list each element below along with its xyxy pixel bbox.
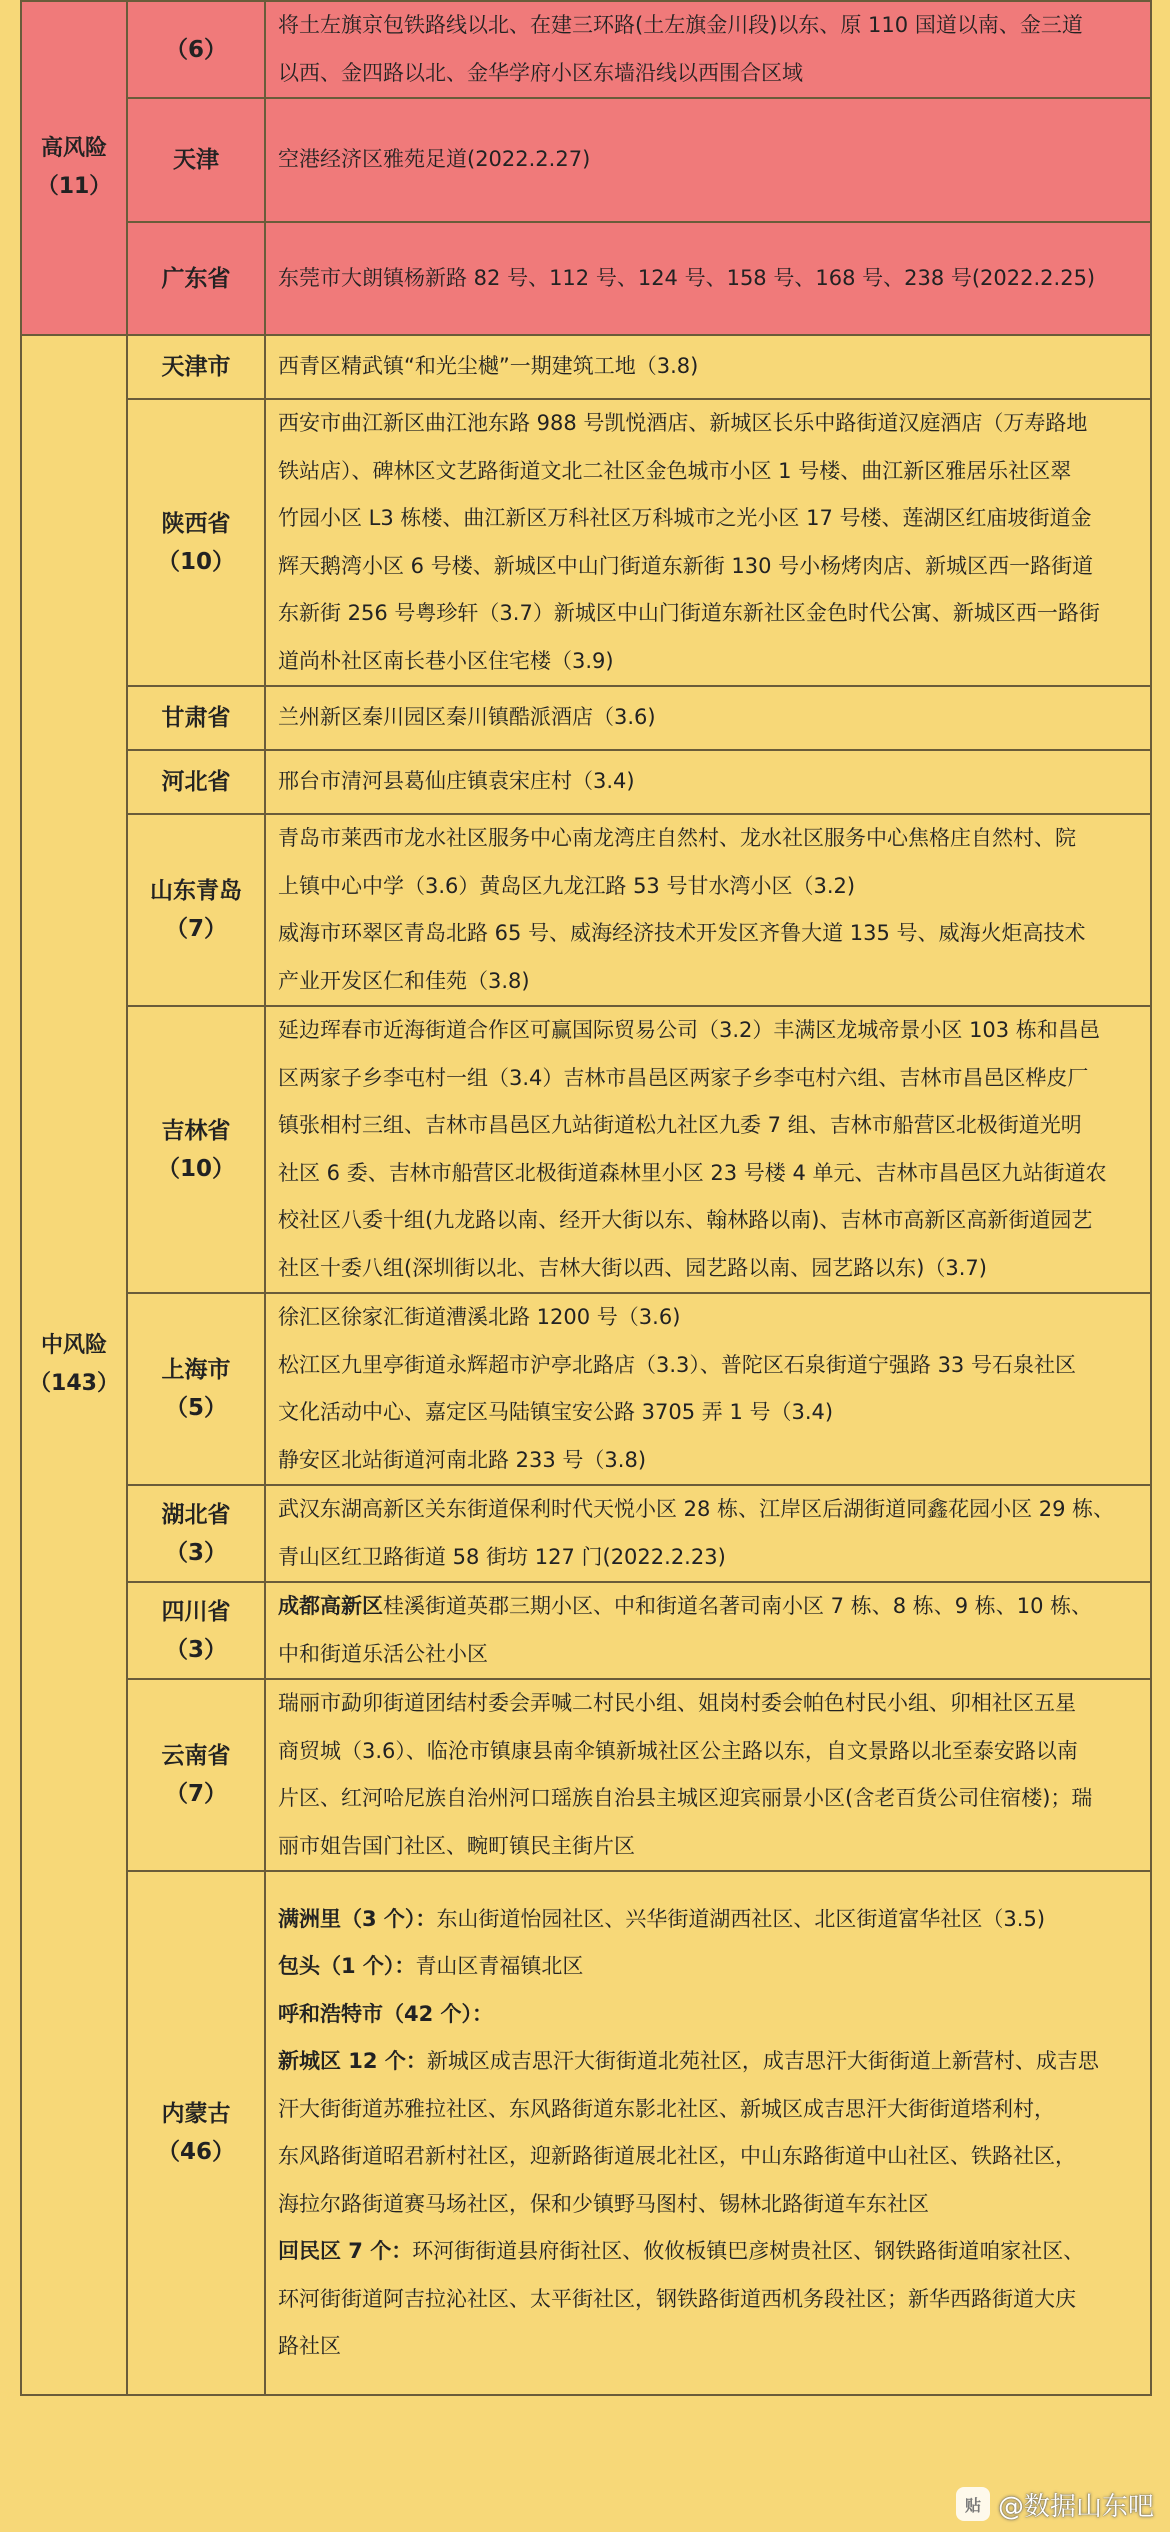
area-text: 松江区九里亭街道永辉超市沪亭北路店（3.3）、普陀区石泉街道宁强路 33 号石泉社区 — [278, 1352, 1076, 1377]
province-cell — [127, 1582, 265, 1679]
area-list-cell — [265, 335, 1151, 399]
area-line — [278, 694, 1138, 742]
area-text: 路社区 — [278, 2334, 341, 2358]
area-line — [278, 2228, 1138, 2276]
province-count: （5） — [164, 1395, 227, 1421]
area-line — [278, 910, 1138, 958]
province-name: 陕西省 — [161, 510, 231, 537]
province-cell — [127, 399, 265, 686]
area-heading: 新城区 12 个： — [278, 2049, 427, 2073]
province-cell — [127, 335, 265, 399]
area-line — [278, 1102, 1138, 1150]
table-row — [21, 399, 1151, 686]
area-line — [278, 1680, 1138, 1728]
table-row — [21, 1485, 1151, 1582]
province-name: （6） — [164, 36, 227, 63]
area-text: 武汉东湖高新区关东街道保利时代天悦小区 28 栋、江岸区后湖街道同鑫花园小区 29 栋、 — [278, 1497, 1115, 1521]
area-text: 空港经济区雅苑足道(2022.2.27) — [278, 147, 591, 172]
area-text: 海拉尔路街道赛马场社区，保和少镇野马图村、锡林北路街道车东社区 — [278, 2191, 929, 2216]
area-text: 商贸城（3.6）、临沧市镇康县南伞镇新城社区公主路以东，自文景路以北至泰安路以南 — [278, 1738, 1078, 1763]
watermark-text: @数据山东吧 — [997, 2491, 1154, 2522]
area-line — [278, 1055, 1138, 1103]
area-line — [278, 958, 1138, 1006]
area-list-cell — [265, 1679, 1151, 1871]
area-text: 桂溪街道英郡三期小区、中和街道名著司南小区 7 栋、8 栋、9 栋、10 栋、 — [383, 1594, 1093, 1618]
area-text: 上镇中心中学（3.6）黄岛区九龙江路 53 号甘水湾小区（3.2) — [278, 873, 856, 898]
area-list-cell — [265, 98, 1151, 222]
province-cell — [127, 1, 265, 98]
area-text: 西安市曲江新区曲江池东路 988 号凯悦酒店、新城区长乐中路街道汉庭酒店（万寿路地 — [278, 411, 1088, 435]
area-text: 东新街 256 号粤珍轩（3.7）新城区中山门街道东新社区金色时代公寓、新城区西一路街 — [278, 601, 1100, 625]
area-text: 西青区精武镇“和光尘樾”一期建筑工地（3.8) — [278, 354, 699, 379]
province-name: 甘肃省 — [161, 705, 231, 731]
area-list-cell — [265, 1006, 1151, 1293]
area-line — [278, 1245, 1138, 1293]
table-row — [21, 1679, 1151, 1871]
province-name: 天津 — [173, 147, 219, 173]
area-heading: 呼和浩特市（42 个）： — [278, 2001, 494, 2026]
province-count: （7） — [164, 1781, 227, 1807]
area-line — [278, 1775, 1138, 1823]
area-line — [278, 1342, 1138, 1390]
area-text: 环河街街道县府街社区、攸攸板镇巴彦树贵社区、钢铁路街道咱家社区、 — [412, 2239, 1085, 2263]
area-list-cell — [265, 1, 1151, 98]
area-text: 延边珲春市近海街道合作区可赢国际贸易公司（3.2）丰满区龙城帝景小区 103 栋和昌邑 — [278, 1018, 1100, 1042]
table-row — [21, 1871, 1151, 2395]
area-text: 东风路街道昭君新村社区，迎新路街道展北社区，中山东路街道中山社区、铁路社区， — [278, 2144, 1076, 2168]
province-name: 上海市 — [161, 1357, 231, 1383]
area-text: 以西、金四路以北、金华学府小区东墙沿线以西围合区域 — [278, 60, 803, 85]
province-count: （10） — [156, 548, 235, 575]
table-row — [21, 814, 1151, 1006]
area-line — [278, 543, 1138, 591]
province-cell — [127, 1679, 265, 1871]
area-text: 邢台市清河县葛仙庄镇袁宋庄村（3.4) — [278, 769, 635, 794]
province-name: 内蒙古 — [161, 2101, 231, 2127]
area-line — [278, 2133, 1138, 2181]
risk-level-label: 高风险 — [40, 136, 107, 161]
province-cell — [127, 222, 265, 335]
area-line — [278, 2, 1138, 50]
area-line — [278, 1991, 1138, 2039]
area-list-cell — [265, 1485, 1151, 1582]
province-count: （7） — [164, 916, 227, 942]
area-heading: 成都高新区 — [278, 1594, 383, 1618]
area-text: 道尚朴社区南长巷小区住宅楼（3.9) — [278, 648, 614, 673]
table-row — [21, 750, 1151, 814]
area-list-cell — [265, 1871, 1151, 2395]
area-line — [278, 136, 1138, 184]
province-count: （10） — [156, 1155, 235, 1182]
province-name: 广东省 — [161, 265, 231, 292]
area-text: 东山街道怡园社区、兴华街道湖西社区、北区街道富华社区（3.5) — [436, 1906, 1046, 1931]
province-name: 四川省 — [161, 1598, 231, 1625]
area-text: 静安区北站街道河南北路 233 号（3.8) — [278, 1447, 647, 1472]
province-count: （46） — [156, 2139, 235, 2165]
area-line — [278, 448, 1138, 496]
area-list-cell — [265, 1582, 1151, 1679]
area-text: 区两家子乡李屯村一组（3.4）吉林市昌邑区两家子乡李屯村六组、吉林市昌邑区桦皮厂 — [278, 1065, 1089, 1090]
area-list-cell — [265, 1293, 1151, 1485]
area-text: 产业开发区仁和佳苑（3.8) — [278, 968, 530, 993]
area-line — [278, 1437, 1138, 1485]
area-line — [278, 2038, 1138, 2086]
table-row — [21, 335, 1151, 399]
province-cell — [127, 686, 265, 750]
area-line — [278, 638, 1138, 686]
tieba-logo-icon: 贴 — [956, 2487, 990, 2521]
area-line — [278, 1150, 1138, 1198]
area-line — [278, 758, 1138, 806]
area-line — [278, 255, 1138, 303]
area-line — [278, 590, 1138, 638]
area-text: 将土左旗京包铁路线以北、在建三环路(土左旗金川段)以东、原 110 国道以南、金三道 — [278, 13, 1083, 37]
province-count: （3） — [164, 1539, 227, 1566]
table-row — [21, 1006, 1151, 1293]
area-line — [278, 1823, 1138, 1871]
area-text: 东莞市大朗镇杨新路 82 号、112 号、124 号、158 号、168 号、238 号(2022.2.25) — [278, 265, 1096, 290]
area-line — [278, 1631, 1138, 1679]
risk-level-count: （11） — [36, 174, 112, 199]
area-list-cell — [265, 750, 1151, 814]
area-text: 丽市姐告国门社区、畹町镇民主街片区 — [278, 1833, 635, 1858]
area-list-cell — [265, 222, 1151, 335]
area-list-cell — [265, 814, 1151, 1006]
province-name: 湖北省 — [161, 1501, 231, 1528]
area-text: 社区 6 委、吉林市船营区北极街道森林里小区 23 号楼 4 单元、吉林市昌邑区九站街道农 — [278, 1160, 1107, 1185]
province-cell — [127, 1485, 265, 1582]
area-text: 青山区红卫路街道 58 街坊 127 门(2022.2.23) — [278, 1544, 726, 1569]
area-line — [278, 1534, 1138, 1582]
area-text: 铁站店）、碑林区文艺路街道文北二社区金色城市小区 1 号楼、曲江新区雅居乐社区翠 — [278, 458, 1072, 483]
province-cell — [127, 1293, 265, 1485]
area-text: 新城区成吉思汗大街街道北苑社区，成吉思汗大街街道上新营村、成吉思 — [426, 2049, 1099, 2073]
area-text: 徐汇区徐家汇街道漕溪北路 1200 号（3.6) — [278, 1305, 681, 1329]
province-count: （3） — [164, 1636, 227, 1663]
high-risk-level-cell — [21, 1, 127, 335]
area-heading: 回民区 7 个： — [278, 2239, 413, 2263]
area-text: 瑞丽市勐卯街道团结村委会弄喊二村民小组、姐岗村委会帕色村民小组、卯相社区五星 — [278, 1691, 1076, 1715]
table-row — [21, 98, 1151, 222]
province-name: 河北省 — [161, 769, 231, 795]
area-text: 镇张相村三组、吉林市昌邑区九站街道松九社区九委 7 组、吉林市船营区北极街道光明 — [278, 1113, 1082, 1137]
table-row — [21, 222, 1151, 335]
risk-area-table — [20, 0, 1152, 2396]
province-cell — [127, 750, 265, 814]
area-line — [278, 1007, 1138, 1055]
watermark — [956, 2484, 1154, 2524]
mid-risk-level-cell — [21, 335, 127, 2395]
area-text: 片区、红河哈尼族自治州河口瑶族自治县主城区迎宾丽景小区(含老百货公司住宿楼)；瑞 — [278, 1786, 1093, 1810]
province-name: 云南省 — [161, 1743, 231, 1769]
area-text: 环河街街道阿吉拉沁社区、太平街社区，钢铁路街道西机务段社区；新华西路街道大庆 — [278, 2286, 1076, 2311]
province-name: 山东青岛 — [150, 878, 242, 904]
area-line — [278, 863, 1138, 911]
area-line — [278, 2086, 1138, 2134]
area-line — [278, 1389, 1138, 1437]
table-row — [21, 686, 1151, 750]
area-line — [278, 343, 1138, 391]
province-name: 吉林省 — [161, 1117, 231, 1144]
risk-level-count: （143） — [29, 1371, 119, 1396]
area-heading: 包头（1 个）： — [278, 1954, 416, 1978]
area-line — [278, 1943, 1138, 1991]
area-line — [278, 1728, 1138, 1776]
area-text: 校社区八委十组(九龙路以南、经开大街以东、翰林路以南)、吉林市高新区高新街道园艺 — [278, 1208, 1093, 1232]
area-text: 兰州新区秦川园区秦川镇酷派酒店（3.6) — [278, 705, 656, 730]
area-line — [278, 1896, 1138, 1944]
area-line — [278, 495, 1138, 543]
area-list-cell — [265, 399, 1151, 686]
area-line — [278, 2181, 1138, 2229]
province-cell — [127, 814, 265, 1006]
area-text: 中和街道乐活公社小区 — [278, 1641, 488, 1666]
area-line — [278, 1294, 1138, 1342]
area-line — [278, 2323, 1138, 2371]
area-text: 竹园小区 L3 栋楼、曲江新区万科社区万科城市之光小区 17 号楼、莲湖区红庙坡街道金 — [278, 506, 1092, 530]
area-heading: 满洲里（3 个）： — [278, 1906, 437, 1931]
province-name: 天津市 — [161, 354, 231, 380]
table-row — [21, 1582, 1151, 1679]
area-text: 威海市环翠区青岛北路 65 号、威海经济技术开发区齐鲁大道 135 号、威海火炬高技术 — [278, 921, 1086, 945]
province-cell — [127, 1871, 265, 2395]
table-row — [21, 1, 1151, 98]
area-list-cell — [265, 686, 1151, 750]
area-line — [278, 2276, 1138, 2324]
area-line — [278, 1486, 1138, 1534]
area-line — [278, 1583, 1138, 1631]
area-line — [278, 815, 1138, 863]
area-text: 青山区青福镇北区 — [415, 1954, 584, 1978]
area-line — [278, 400, 1138, 448]
area-text: 辉天鹅湾小区 6 号楼、新城区中山门街道东新街 130 号小杨烤肉店、新城区西一路街道 — [278, 553, 1094, 578]
province-cell — [127, 1006, 265, 1293]
risk-level-label: 中风险 — [40, 1333, 107, 1358]
area-text: 文化活动中心、嘉定区马陆镇宝安公路 3705 弄 1 号（3.4) — [278, 1400, 834, 1424]
area-line — [278, 50, 1138, 98]
area-text: 社区十委八组(深圳街以北、吉林大街以西、园艺路以南、园艺路以东)（3.7) — [278, 1255, 987, 1280]
area-text: 汗大街街道苏雅拉社区、东风路街道东影北社区、新城区成吉思汗大街街道塔利村， — [278, 2096, 1055, 2121]
province-cell — [127, 98, 265, 222]
area-line — [278, 1197, 1138, 1245]
table-row — [21, 1293, 1151, 1485]
area-text: 青岛市莱西市龙水社区服务中心南龙湾庄自然村、龙水社区服务中心焦格庄自然村、院 — [278, 826, 1076, 850]
